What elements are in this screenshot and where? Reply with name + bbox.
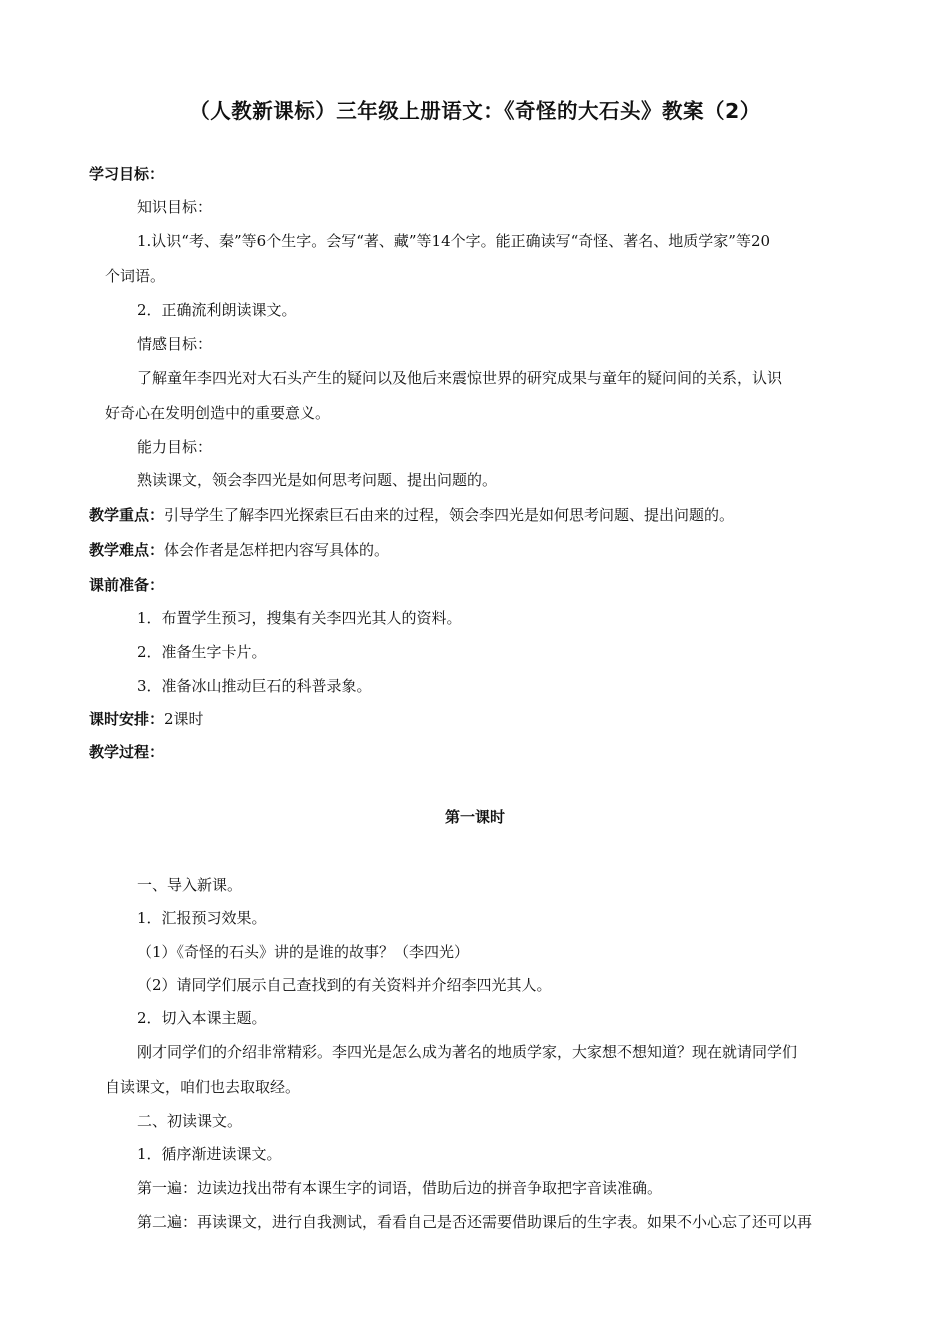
ability-text: 熟读课文，领会李四光是如何思考问题、提出问题的。 bbox=[137, 471, 498, 489]
section-2-first-read: 第一遍：边读边找出带有本课生字的词语，借助后边的拼音争取把字音读准确。 bbox=[137, 1179, 663, 1197]
schedule-text: 2课时 bbox=[164, 710, 204, 728]
section-2-heading: 二、初读课文。 bbox=[137, 1112, 243, 1130]
section-1-item-1a: （1）《奇怪的石头》讲的是谁的故事？（李四光） bbox=[137, 943, 470, 961]
key-point-label: 教学重点： bbox=[89, 506, 165, 524]
section-2-item-1: 1．循序渐进读课文。 bbox=[137, 1145, 282, 1163]
section-1-heading: 一、导入新课。 bbox=[137, 876, 243, 894]
emotion-text-cont: 好奇心在发明创造中的重要意义。 bbox=[105, 404, 331, 422]
difficulty-text: 体会作者是怎样把内容写具体的。 bbox=[164, 541, 390, 559]
section-1-item-1: 1．汇报预习效果。 bbox=[137, 909, 267, 927]
section-2-second-read: 第二遍：再读课文，进行自我测试，看看自己是否还需要借助课后的生字表。如果不小心忘了还可以再 bbox=[137, 1213, 813, 1231]
knowledge-item-2: 2．正确流利朗读课文。 bbox=[137, 301, 297, 319]
goals-heading: 学习目标： bbox=[89, 165, 165, 183]
prep-heading: 课前准备： bbox=[89, 576, 165, 594]
knowledge-heading: 知识目标： bbox=[137, 198, 213, 216]
lesson-heading: 第一课时 bbox=[444, 808, 505, 826]
knowledge-item-1: 1.认识“考、秦”等6个生字。会写“著、藏”等14个字。能正确读写“奇怪、著名、地质学家”等20 bbox=[137, 232, 771, 250]
prep-item-1: 1．布置学生预习，搜集有关李四光其人的资料。 bbox=[137, 609, 462, 627]
section-1-paragraph-cont: 自读课文，咱们也去取取经。 bbox=[105, 1078, 301, 1096]
key-point bbox=[89, 505, 734, 525]
knowledge-item-1-cont: 个词语。 bbox=[105, 267, 166, 285]
difficulty-label: 教学难点： bbox=[89, 541, 165, 559]
schedule bbox=[89, 709, 204, 729]
section-1-item-2: 2．切入本课主题。 bbox=[137, 1009, 267, 1027]
section-1-paragraph: 刚才同学们的介绍非常精彩。李四光是怎么成为著名的地质学家，大家想不想知道？现在就请同学们 bbox=[137, 1043, 798, 1061]
difficulty-point bbox=[89, 540, 389, 560]
key-point-text: 引导学生了解李四光探索巨石由来的过程，领会李四光是如何思考问题、提出问题的。 bbox=[164, 506, 735, 524]
document-title: （人教新课标）三年级上册语文：《奇怪的大石头》教案（2） bbox=[189, 99, 761, 123]
section-1-item-1b: （2）请同学们展示自己查找到的有关资料并介绍李四光其人。 bbox=[137, 976, 552, 994]
ability-heading: 能力目标： bbox=[137, 438, 213, 456]
emotion-text: 了解童年李四光对大石头产生的疑问以及他后来震惊世界的研究成果与童年的疑问间的关系，认识 bbox=[137, 369, 783, 387]
prep-item-2: 2．准备生字卡片。 bbox=[137, 643, 267, 661]
prep-item-3: 3．准备冰山推动巨石的科普录象。 bbox=[137, 677, 372, 695]
process-heading: 教学过程： bbox=[89, 743, 165, 761]
emotion-heading: 情感目标： bbox=[137, 335, 213, 353]
schedule-label: 课时安排： bbox=[89, 710, 165, 728]
